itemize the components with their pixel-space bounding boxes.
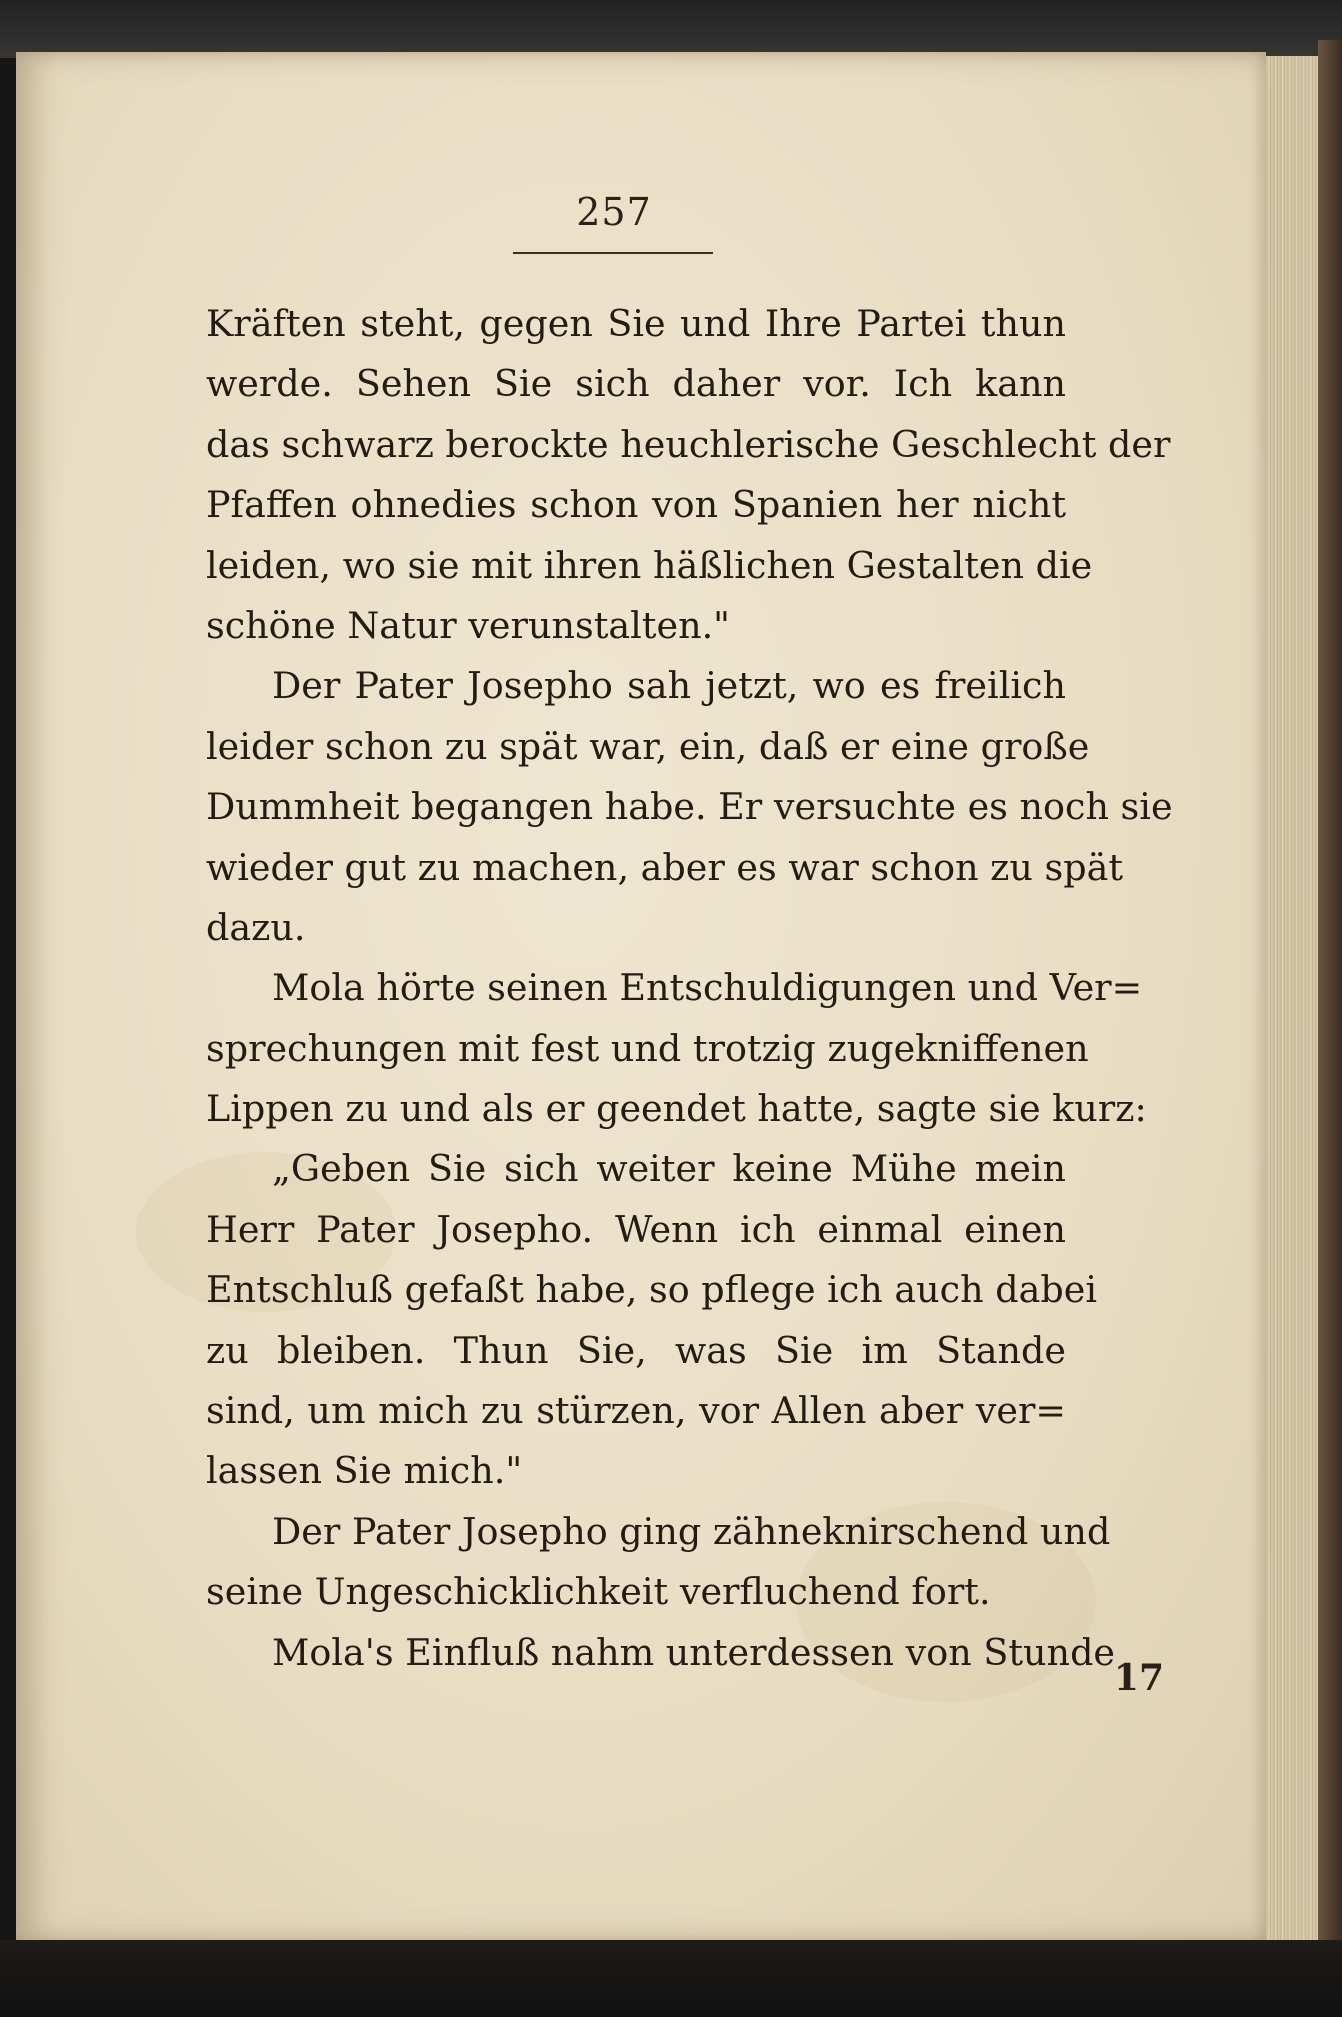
text-line: Lippen zu und als er geendet hatte, sagte sie kurz: xyxy=(206,1087,1147,1131)
text-line: leider schon zu spät war, ein, daß er eine große xyxy=(206,724,1090,768)
text-line: schöne Natur verunstalten." xyxy=(206,603,730,647)
text-line: wieder gut zu machen, aber es war schon zu spät xyxy=(206,845,1124,889)
text-line: zu bleiben. Thun Sie, was Sie im Stande xyxy=(206,1328,1066,1372)
text-line: werde. Sehen Sie sich daher vor. Ich kann xyxy=(206,362,1066,406)
text-line: Dummheit begangen habe. Er versuchte es noch sie xyxy=(206,785,1173,829)
text-line: Entschluß gefaßt habe, so pflege ich auch dabei xyxy=(206,1268,1097,1312)
printer-signature: 17 xyxy=(1113,1657,1164,1699)
text-line: sind, um mich zu stürzen, vor Allen aber ver= xyxy=(206,1389,1066,1433)
text-line: lassen Sie mich." xyxy=(206,1449,523,1493)
book-page xyxy=(16,52,1266,1942)
text-line: „Geben Sie sich weiter keine Mühe mein xyxy=(272,1147,1066,1191)
text-line: Mola's Einfluß nahm unterdessen von Stunde xyxy=(272,1630,1116,1674)
binding-top-edge xyxy=(0,0,1342,58)
text-line: sprechungen mit fest und trotzig zugekniffenen xyxy=(206,1026,1089,1070)
book-cover-edge xyxy=(1318,40,1342,1960)
text-line: Der Pater Josepho sah jetzt, wo es freilich xyxy=(272,664,1066,708)
text-line: leiden, wo sie mit ihren häßlichen Gestalten die xyxy=(206,543,1093,587)
text-line: das schwarz berockte heuchlerische Geschlecht der xyxy=(206,422,1171,466)
binding-bottom-edge xyxy=(0,1940,1342,2017)
text-line: dazu. xyxy=(206,905,306,949)
header-rule xyxy=(513,252,713,254)
text-line: Kräften steht, gegen Sie und Ihre Partei thun xyxy=(206,302,1066,345)
text-line: seine Ungeschicklichkeit verfluchend fort. xyxy=(206,1570,991,1614)
text-line: Der Pater Josepho ging zähneknirschend und xyxy=(272,1509,1111,1553)
text-line: Pfaffen ohnedies schon von Spanien her nicht xyxy=(206,483,1066,527)
text-line: Mola hörte seinen Entschuldigungen und Ver= xyxy=(272,966,1143,1010)
text-line: Herr Pater Josepho. Wenn ich einmal einen xyxy=(206,1207,1066,1251)
page-number: 257 xyxy=(576,190,652,234)
